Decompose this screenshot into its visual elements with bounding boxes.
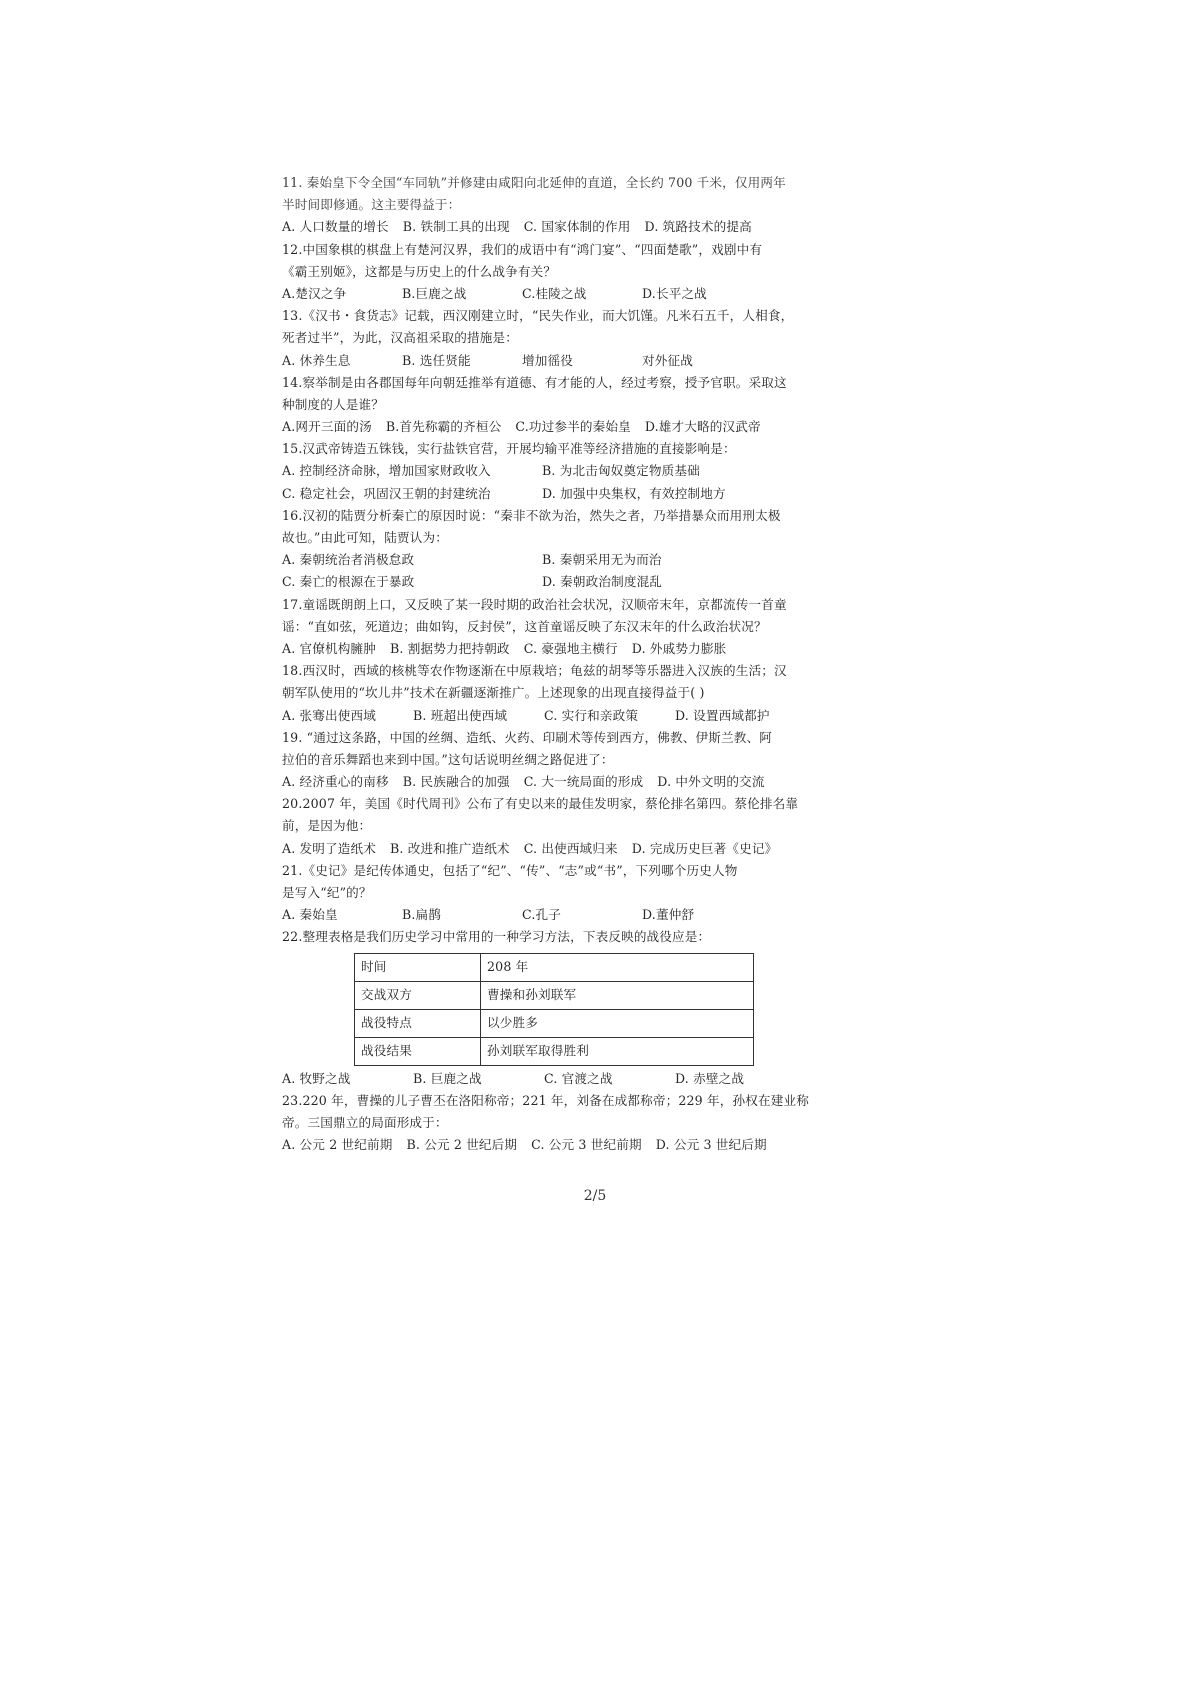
table-value: 曹操和孙刘联军 [481,981,754,1009]
table-row [355,1009,754,1037]
option-a: A. 控制经济命脉，增加国家财政收入 [282,463,491,479]
question-18-options [282,705,827,727]
question-13-stem-cont: 死者过半”，为此，汉高祖采取的措施是： [282,330,518,346]
question-11-stem: 11. 秦始皇下令全国“车同轨”并修建由咸阳向北延伸的直道，全长约 700 千米，仅用两年 [282,175,786,190]
battle-info-table [354,953,754,1066]
question-19-stem-cont: 拉伯的音乐舞蹈也来到中国。”这句话说明丝绸之路促进了： [282,751,614,767]
question-13-stem: 13.《汉书・食货志》记载，西汉刚建立时，“民失作业，而大饥馑。凡米石五千，人相食， [282,308,794,324]
question-20-stem-cont: 前，是因为他： [282,818,372,834]
option-b: B. 为北击匈奴奠定物质基础 [542,463,700,479]
option-b: B. 民族融合的加强 [402,774,510,790]
option-c: C.桂陵之战 [522,285,587,301]
question-11-options [282,216,827,238]
option-d: D. 赤壁之战 [675,1070,745,1086]
option-a: A. 经济重心的南移 [282,774,389,790]
option-b: B. 班超出使西域 [413,707,508,723]
question-19-stem: 19. “通过这条路，中国的丝绸、造纸、火药、印刷术等传到西方，佛教、伊斯兰教、阿 [282,729,772,745]
table-value: 以少胜多 [481,1009,754,1037]
option-c: 增加徭役 [522,352,573,368]
question-16-options-row2 [282,571,827,593]
question-14-stem-cont: 种制度的人是谁？ [282,396,384,412]
question-17-stem-cont: 谣：“直如弦，死道边；曲如钩，反封侯”，这首童谣反映了东汉末年的什么政治状况？ [282,618,767,634]
question-13-options [282,350,827,372]
question-21-options [282,904,827,926]
question-15-options-row1 [282,460,827,482]
option-d: D.雄才大略的汉武帝 [644,419,761,435]
option-d: D.长平之战 [642,285,707,301]
option-d: D. 外戚势力膨胀 [631,640,727,656]
option-d: D. 设置西域都护 [675,707,770,723]
option-a: A. 张骞出使西域 [282,707,377,723]
option-c: C.孔子 [522,907,561,923]
question-14-options [282,416,827,438]
option-c: C. 秦亡的根源在于暴政 [282,574,415,590]
option-b: B. 选任贤能 [402,352,471,368]
option-b: B. 改进和推广造纸术 [390,840,510,856]
option-d: D. 公元 3 世纪后期 [655,1137,767,1153]
question-16-stem: 16.汉初的陆贾分析秦亡的原因时说：“秦非不欲为治，然失之者，乃举措暴众而用刑太极 [282,507,781,523]
option-b: B.首先称霸的齐桓公 [385,419,502,435]
option-a: A. 秦始皇 [282,907,338,923]
question-17-options [282,638,827,660]
question-21-stem: 21.《史记》是纪传体通史，包括了“纪”、“传”、“志”或“书”，下列哪个历史人物 [282,862,738,878]
option-b: B. 巨鹿之战 [413,1070,482,1086]
option-b: B. 秦朝采用无为而治 [542,552,662,568]
option-a: A. 休养生息 [282,352,351,368]
question-16-options-row1 [282,549,827,571]
table-value: 孙刘联军取得胜利 [481,1037,754,1065]
question-15-options-row2 [282,483,827,505]
option-c: C.功过参半的秦始皇 [515,419,631,435]
option-a: A. 官僚机构臃肿 [282,640,377,656]
option-c: C. 公元 3 世纪前期 [531,1137,642,1153]
table-key: 战役特点 [355,1009,481,1037]
table-key: 时间 [355,953,481,981]
option-c: C. 大一统局面的形成 [523,774,644,790]
table-row [355,981,754,1009]
option-c: C. 国家体制的作用 [523,219,631,235]
page-number: 2/5 [583,1188,607,1204]
question-12-stem-cont: 《霸王别姬》，这都是与历史上的什么战争有关？ [282,263,557,279]
table-key: 战役结果 [355,1037,481,1065]
question-18-stem: 18.西汉时，西域的核桃等农作物逐渐在中原栽培；龟兹的胡琴等乐器进入汉族的生活；汉 [282,663,787,679]
option-b: B.巨鹿之战 [402,285,467,301]
question-17-stem: 17.童谣既朗朗上口，又反映了某一段时期的政治社会状况，汉顺帝末年，京都流传一首童 [282,596,787,612]
option-b: B. 铁制工具的出现 [402,219,510,235]
question-23-stem-cont: 帝。三国鼎立的局面形成于： [282,1114,448,1130]
option-c: C. 出使西域归来 [523,840,618,856]
option-a: A. 公元 2 世纪前期 [282,1137,393,1153]
question-21-stem-cont: 是写入“纪”的？ [282,885,372,900]
option-d: D. 筑路技术的提高 [644,219,752,235]
question-15-stem: 15.汉武帝铸造五铢钱，实行盐铁官营，开展均输平准等经济措施的直接影响是： [282,441,736,457]
option-d: D. 加强中央集权，有效控制地方 [542,485,726,501]
question-14-stem: 14.察举制是由各郡国每年向朝廷推举有道德、有才能的人，经过考察，授予官职。采取这 [282,374,787,390]
option-b: B.扁鹊 [402,907,442,923]
option-c: C. 官渡之战 [544,1070,613,1086]
question-23-stem: 23.220 年，曹操的儿子曹丕在洛阳称帝；221 年，刘备在成都称帝；229 年，孙权在建业称 [282,1092,809,1108]
option-b: B. 割据势力把持朝政 [390,640,510,656]
question-23-options [282,1134,827,1156]
question-11-stem-cont: 半时间即修通。这主要得益于： [282,197,461,213]
option-a: A.网开三面的汤 [282,419,372,435]
question-16-stem-cont: 故也。”由此可知，陆贾认为： [282,530,448,545]
table-row [355,1037,754,1065]
option-c: C. 豪强地主横行 [523,640,618,656]
option-b: B. 公元 2 世纪后期 [406,1137,518,1153]
question-22-options [282,1068,827,1090]
option-d: D. 中外文明的交流 [657,774,765,790]
table-row [355,953,754,981]
option-d: 对外征战 [642,352,693,368]
option-a: A. 人口数量的增长 [282,219,389,235]
option-c: C. 实行和亲政策 [544,707,639,723]
question-20-options [282,838,827,860]
option-d: D. 完成历史巨著《史记》 [631,840,778,856]
option-a: A.楚汉之争 [282,285,347,301]
table-value: 208 年 [481,953,754,981]
option-c: C. 稳定社会，巩固汉王朝的封建统治 [282,485,491,501]
question-19-options [282,771,827,793]
question-22-stem: 22.整理表格是我们历史学习中常用的一种学习方法，下表反映的战役应是： [282,929,711,945]
option-a: A. 牧野之战 [282,1070,351,1086]
table-key: 交战双方 [355,981,481,1009]
option-d: D.董仲舒 [642,907,695,923]
question-12-stem: 12.中国象棋的棋盘上有楚河汉界，我们的成语中有“鸿门宴”、“四面楚歌”，戏剧中有 [282,241,763,257]
question-18-stem-cont: 朝军队使用的“坎儿井”技术在新疆逐渐推广。上述现象的出现直接得益于( ) [282,685,705,701]
exam-page [282,172,827,1156]
option-a: A. 发明了造纸术 [282,840,377,856]
option-d: D. 秦朝政治制度混乱 [542,574,663,590]
question-12-options [282,283,827,305]
question-20-stem: 20.2007 年，美国《时代周刊》公布了有史以来的最佳发明家，蔡伦排名第四。蔡伦排名靠 [282,796,799,812]
option-a: A. 秦朝统治者消极怠政 [282,552,415,568]
